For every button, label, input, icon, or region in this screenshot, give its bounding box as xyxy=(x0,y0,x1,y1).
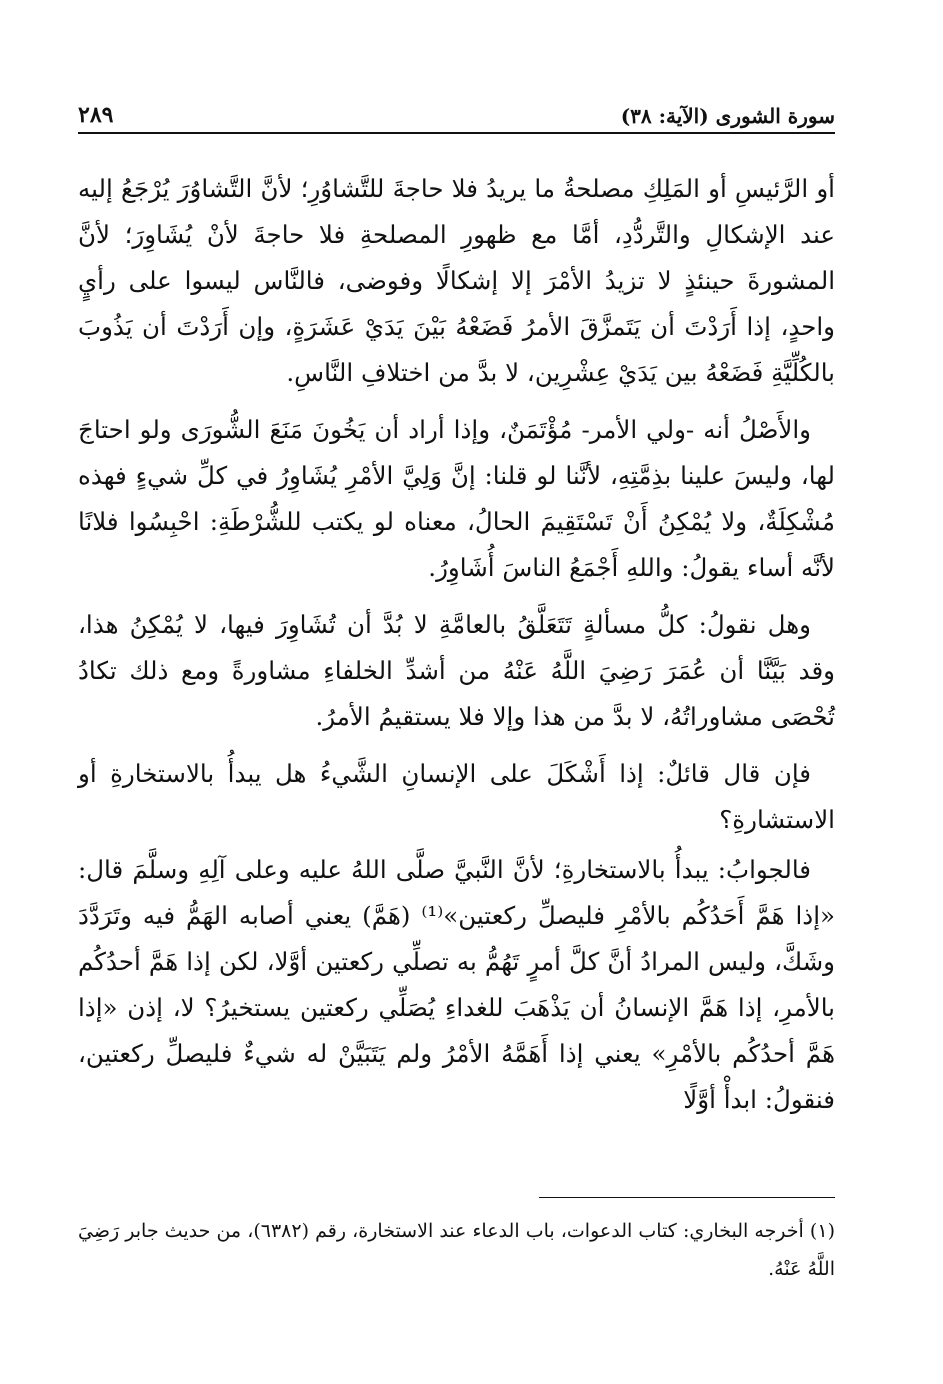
paragraph-2: والأَصْلُ أنه -ولي الأمر- مُؤْتَمَنٌ، وإذا أراد أن يَخُونَ مَنَعَ الشُّورَى ولو احتاجَ لها، وليسَ علينا بذِمَّتِهِ، لأنَّنا لو قلنا: إنَّ وَلِيَّ الأمْرِ يُشَاوِرُ في كلِّ شيءٍ فهذه مُشْكِلَةٌ، ولا يُمْكِنُ أَنْ تَسْتَقِيمَ الحالُ، معناه لو يكتب للشُّرْطَةِ: احْبِسُوا فلانًا لأنَّه أساء يقولُ: واللهِ أَجْمَعُ الناسَ أُشَاوِرُ. xyxy=(78,415,835,582)
paragraph-1: أو الرَّئيسِ أو المَلِكِ مصلحةُ ما يريدُ فلا حاجةَ للتَّشاوُرِ؛ لأنَّ التَّشاوُرَ يُرْجَعُ إليه عند الإشكالِ والتَّردُّدِ، أمَّا مع ظهورِ المصلحةِ فلا حاجةَ لأنْ يُشَاوِرَ؛ لأنَّ المشورةَ حينئذٍ لا تزيدُ الأمْرَ إلا إشكالًا وفوضى، فالنَّاس ليسوا على رأيٍ واحدٍ، إذا أَرَدْتَ أن يَتَمزَّقَ الأمرُ فَضَعْهُ بَيْنَ يَدَيْ عَشَرَةٍ، وإن أَرَدْتَ أن يَذُوبَ بالكُلِّيَّةِ فَضَعْهُ بين يَدَيْ عِشْرِين، لا بدَّ من اختلافِ النَّاسِ. xyxy=(78,174,835,387)
footnote-divider xyxy=(539,1197,835,1198)
paragraph-5: فالجوابُ: يبدأُ بالاستخارةِ؛ لأنَّ النَّبيَّ صلَّى اللهُ عليه وعلى آلِهِ وسلَّمَ قال: «إذا هَمَّ أَحَدُكُم بالأمْرِ فليصلِّ ركعتين»⁽¹⁾ (هَمَّ) يعني أصابه الهَمُّ فيه وتَرَدَّدَ وشَكَّ، وليس المرادُ أنَّ كلَّ أمرٍ تَهُمُّ به تصلِّي ركعتين أوَّلا، لكن إذا هَمَّ أحدُكُم بالأمرِ، إذا هَمَّ الإنسانُ أن يَذْهَبَ للغداءِ يُصَلِّي ركعتين يستخيرُ؟ لا، إذن «إذا هَمَّ أحدُكُم بالأمْرِ» يعني إذا أَهَمَّهُ الأمْرُ ولم يَتَبَيَّنْ له شيءٌ فليصلِّ ركعتين، فنقولُ: ابدأْ أوَّلًا xyxy=(78,855,835,1114)
header-divider xyxy=(78,132,835,134)
surah-title: سورة الشورى (الآية: ٣٨) xyxy=(620,104,835,128)
paragraph-4: فإن قال قائلٌ: إذا أَشْكَلَ على الإنسانِ الشَّيءُ هل يبدأُ بالاستخارةِ أو الاستشارةِ؟ xyxy=(78,759,835,834)
page-number: ٢٨٩ xyxy=(78,102,114,128)
paragraph-3: وهل نقولُ: كلُّ مسألةٍ تَتَعَلَّقُ بالعامَّةِ لا بُدَّ أن تُشَاوِرَ فيها، لا يُمْكِنُ هذا، وقد بَيَّنَّا أن عُمَرَ رَضِيَ اللَّهُ عَنْهُ من أشدِّ الخلفاءِ مشاورةً ومع ذلك تكادُ تُحْصَى مشاوراتُهُ، لا بدَّ من هذا وإلا فلا يستقيمُ الأمرُ. xyxy=(78,610,835,731)
page-header xyxy=(78,98,835,128)
main-text xyxy=(78,166,835,1134)
footnote xyxy=(78,1212,835,1288)
footnote-1: (١) أخرجه البخاري: كتاب الدعوات، باب الدعاء عند الاستخارة، رقم (٦٣٨٢)، من حديث جابر رَضِيَ اللَّهُ عَنْهُ. xyxy=(78,1220,835,1280)
